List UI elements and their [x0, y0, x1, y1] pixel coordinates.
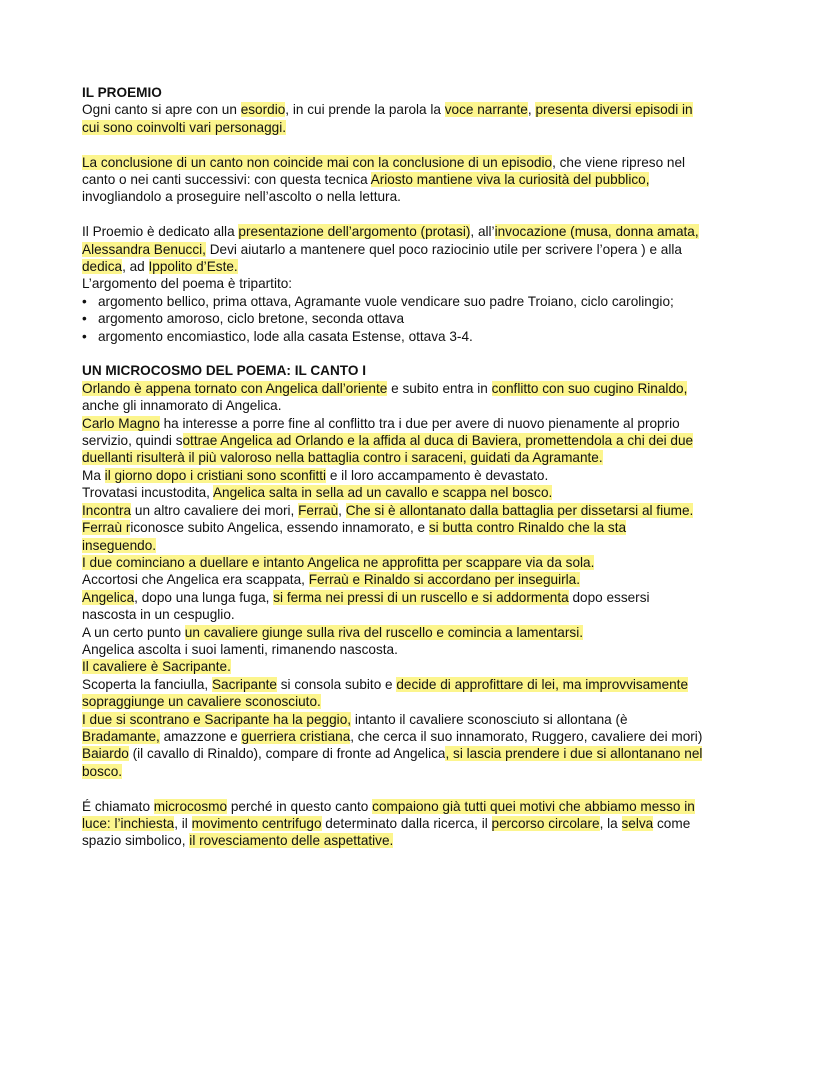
text-run: ha interesse a porre fine al conflitto tra i due per avere di nuovo pienamente al proprio: [159, 415, 680, 431]
text-run: spazio simbolico,: [82, 833, 190, 849]
text-run: É chiamato: [82, 798, 154, 814]
text-line: [82, 171, 762, 188]
highlighted-text: si butta contro Rinaldo che la sta: [428, 520, 627, 536]
highlighted-text: si ferma nei pressi di un ruscello e si addormenta: [273, 589, 569, 605]
highlighted-text: percorso circolare: [491, 816, 600, 831]
highlighted-text: Baiardo: [82, 746, 129, 762]
text-run: ,: [338, 502, 346, 518]
bullet-item: [82, 310, 762, 327]
document-page: [82, 84, 762, 850]
text-line: [82, 832, 762, 849]
text-line: [82, 432, 762, 449]
text-run: perché in questo canto: [227, 798, 373, 814]
highlighted-text: dedica: [82, 259, 123, 275]
text-run: come: [653, 816, 691, 831]
highlighted-text: compaiono già tutti quei motivi che abbiamo messo in: [372, 798, 695, 814]
text-line: [82, 815, 762, 832]
highlighted-text: Che si è allontanato dalla battaglia per dissetarsi al fiume.: [345, 502, 694, 518]
highlighted-text: Ariosto mantiene viva la curiosità del pubblico,: [370, 172, 650, 188]
heading-proemio: IL PROEMIO: [82, 85, 162, 100]
text-line: [82, 798, 762, 815]
text-run: , che viene ripreso nel: [552, 154, 686, 170]
text-run: e subito entra in: [387, 380, 492, 396]
text-run: , il: [174, 816, 192, 831]
highlighted-text: bosco.: [82, 763, 123, 779]
text-run: ,: [527, 102, 536, 118]
highlighted-text: Angelica: [82, 589, 135, 605]
text-line: [82, 275, 762, 292]
highlighted-text: Carlo Magno: [82, 415, 160, 431]
proemio-body: [82, 101, 762, 292]
bullet-icon: •: [82, 311, 87, 327]
text-line: [82, 154, 762, 171]
highlighted-text: Il cavaliere è Sacripante.: [82, 659, 231, 675]
paragraph-gap: [82, 780, 762, 797]
highlighted-text: il giorno dopo i cristiani sono sconfitti: [104, 467, 327, 483]
text-run: Angelica ascolta i suoi lamenti, rimanendo nascosta.: [82, 641, 398, 657]
text-line: [82, 502, 762, 519]
text-line: [82, 728, 762, 745]
text-run: Trovatasi incustodita,: [82, 485, 213, 501]
text-run: Ma: [82, 467, 105, 483]
highlighted-text: inseguendo.: [82, 537, 157, 553]
highlighted-text: selva: [621, 816, 654, 831]
text-line: [82, 415, 762, 432]
text-line: [82, 467, 762, 484]
text-run: A un certo punto: [82, 624, 185, 640]
text-run: intanto il cavaliere sconosciuto si allontana (è: [351, 711, 628, 727]
text-line: [82, 624, 762, 641]
text-run: , la: [599, 816, 622, 831]
text-line: [82, 119, 762, 136]
bullet-icon: •: [82, 328, 87, 344]
text-line: [82, 519, 762, 536]
highlighted-text: Ferraù e Rinaldo si accordano per inseguirla.: [308, 572, 580, 588]
text-run: canto o nei canti successivi: con questa tecnica: [82, 172, 371, 188]
highlighted-text: Incontra: [82, 502, 132, 518]
section-gap: [82, 345, 762, 362]
text-line: [82, 188, 762, 205]
highlighted-text: luce: l’inchiesta: [82, 816, 175, 831]
text-run: Il Proemio è dedicato alla: [82, 224, 239, 240]
text-run: determinato dalla ricerca, il: [321, 816, 492, 831]
text-line: [82, 571, 762, 588]
highlighted-text: voce narrante: [444, 102, 528, 118]
text-line: [82, 484, 762, 501]
text-run: invogliandolo a proseguire nell’ascolto o nella lettura.: [82, 189, 401, 205]
text-run: , in cui prende la parola la: [285, 102, 445, 118]
highlighted-text: presenta diversi episodi in: [535, 102, 693, 118]
text-run: servizio, quindi s: [82, 433, 183, 449]
text-run: Ogni canto si apre con un: [82, 102, 241, 118]
highlighted-text: guerriera cristiana: [241, 728, 351, 744]
text-line: [82, 241, 762, 258]
text-run: iconosce subito Angelica, essendo innamorato, e: [130, 520, 429, 536]
text-line: [82, 658, 762, 675]
text-run: dopo essersi: [568, 589, 650, 605]
text-line: [82, 676, 762, 693]
text-run: anche gli innamorato di Angelica.: [82, 398, 282, 414]
bullet-item: [82, 293, 762, 310]
text-line: [82, 641, 762, 658]
text-run: e il loro accampamento è devastato.: [326, 467, 549, 483]
highlighted-text: Angelica salta in sella ad un cavallo e scappa nel bosco.: [212, 485, 553, 501]
text-run: un altro cavaliere dei mori,: [131, 502, 299, 518]
paragraph-gap: [82, 136, 762, 153]
text-run: , all’: [470, 224, 495, 240]
canto-body: [82, 380, 762, 850]
highlighted-text: invocazione (musa, donna amata,: [494, 224, 699, 240]
text-line: [82, 763, 762, 780]
highlighted-text: Ferraù r: [82, 520, 131, 536]
text-run: , dopo una lunga fuga,: [134, 589, 274, 605]
highlighted-text: un cavaliere giunge sulla riva del ruscello e comincia a lamentarsi.: [184, 624, 583, 640]
highlighted-text: ottrae Angelica ad Orlando e la affida al duca di Baviera, promettendola a chi dei due: [182, 433, 694, 449]
text-run: Scoperta la fanciulla,: [82, 676, 212, 692]
highlighted-text: Bradamante,: [82, 728, 160, 744]
text-line: [82, 554, 762, 571]
text-line: [82, 397, 762, 414]
highlighted-text: Ferraù: [298, 502, 339, 518]
text-line: [82, 606, 762, 623]
text-line: [82, 101, 762, 118]
text-run: , ad: [122, 259, 149, 275]
text-line: [82, 693, 762, 710]
text-line: [82, 537, 762, 554]
highlighted-text: cui sono coinvolti vari personaggi.: [82, 119, 287, 135]
highlighted-text: I due si scontrano e Sacripante ha la peggio,: [82, 711, 352, 727]
highlighted-text: movimento centrifugo: [191, 816, 322, 831]
bullet-text: argomento amoroso, ciclo bretone, seconda ottava: [98, 311, 405, 327]
bullet-icon: •: [82, 293, 87, 309]
highlighted-text: Ippolito d’Este.: [148, 259, 238, 275]
highlighted-text: presentazione dell’argomento (protasi): [238, 224, 471, 240]
text-line: [82, 380, 762, 397]
bullet-text: argomento encomiastico, lode alla casata Estense, ottava 3-4.: [98, 328, 473, 344]
text-line: [82, 711, 762, 728]
heading-canto-i: UN MICROCOSMO DEL POEMA: IL CANTO I: [82, 363, 366, 379]
text-line: [82, 258, 762, 275]
highlighted-text: I due cominciano a duellare e intanto Angelica ne approfitta per scappare via da sola.: [82, 554, 595, 570]
highlighted-text: microcosmo: [153, 798, 228, 814]
highlighted-text: Alessandra Benucci,: [82, 241, 206, 257]
highlighted-text: il rovesciamento delle aspettative.: [189, 833, 394, 849]
highlighted-text: duellanti risulterà il più valoroso nella battaglia contro i saraceni, guidati da Agramante.: [82, 450, 603, 466]
text-line: [82, 745, 762, 762]
highlighted-text: , si lascia prendere i due si allontanano nel: [445, 746, 703, 762]
highlighted-text: conflitto con suo cugino Rinaldo,: [491, 380, 688, 396]
highlighted-text: decide di approfittare di lei, ma improvvisamente: [396, 676, 689, 692]
highlighted-text: Orlando è appena tornato con Angelica dall’oriente: [82, 380, 388, 396]
text-line: [82, 223, 762, 240]
text-line: [82, 449, 762, 466]
text-run: Accortosi che Angelica era scappata,: [82, 572, 309, 588]
highlighted-text: esordio: [240, 102, 286, 118]
text-run: amazzone e: [159, 728, 242, 744]
text-run: L’argomento del poema è tripartito:: [82, 276, 293, 292]
bullet-item: [82, 328, 762, 345]
text-run: Devi aiutarlo a mantenere quel poco raziocinio utile per scrivere l’opera ) e alla: [205, 241, 682, 257]
highlighted-text: La conclusione di un canto non coincide mai con la conclusione di un episodio: [82, 154, 553, 170]
text-line: [82, 589, 762, 606]
paragraph-gap: [82, 206, 762, 223]
text-run: , che cerca il suo innamorato, Ruggero, cavaliere dei mori): [350, 728, 703, 744]
text-run: si consola subito e: [276, 676, 397, 692]
bullet-text: argomento bellico, prima ottava, Agramante vuole vendicare suo padre Troiano, ciclo carolingio;: [98, 293, 674, 309]
text-run: (il cavallo di Rinaldo), compare di fronte ad Angelica: [128, 746, 446, 762]
proemio-bullet-list: [82, 293, 762, 345]
highlighted-text: sopraggiunge un cavaliere sconosciuto.: [82, 694, 321, 710]
text-run: nascosta in un cespuglio.: [82, 607, 235, 623]
highlighted-text: Sacripante: [211, 676, 277, 692]
